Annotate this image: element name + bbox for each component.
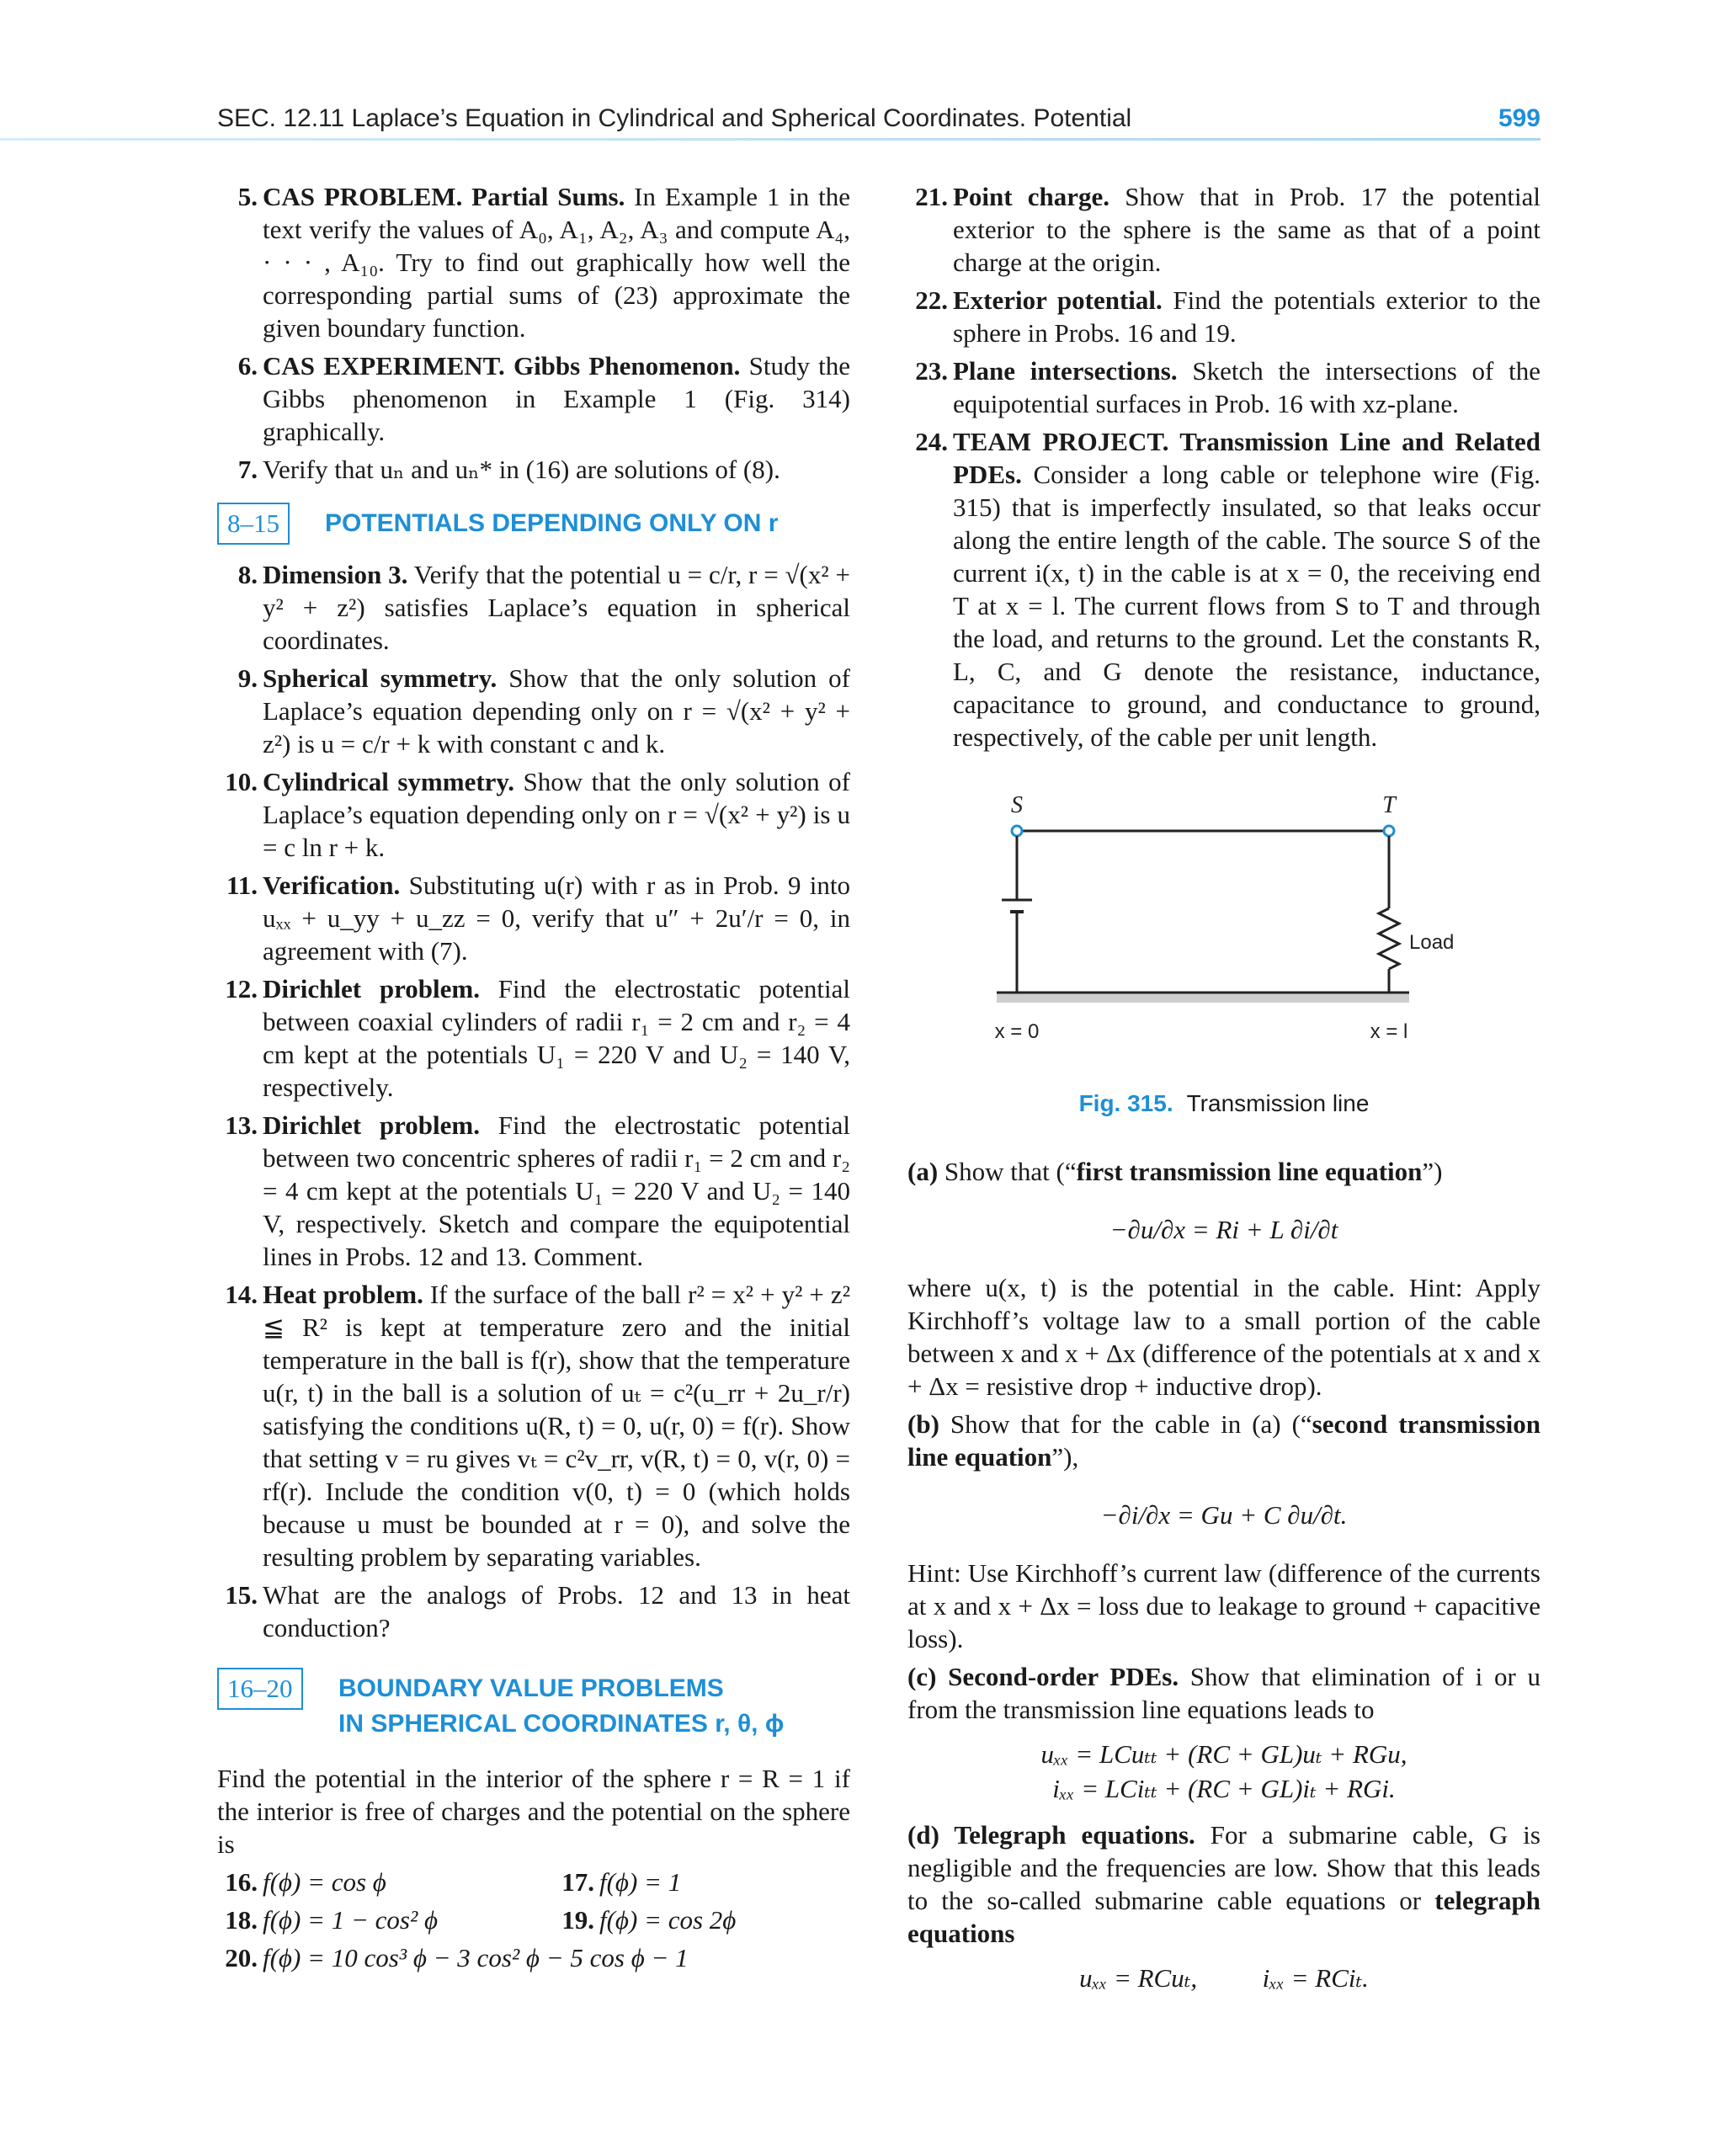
problem-number: 11.: [226, 870, 258, 900]
part-a-continued: where u(x, t) is the potential in the cable. Hint: Apply Kirchhoff’s voltage law to a small portion of the cable between x and x + Δx (difference of the potentials at x and x + Δx = resistive drop + inductive drop).: [907, 1273, 1540, 1401]
part-text: Show that (“: [938, 1157, 1077, 1186]
label-s: S: [1011, 792, 1023, 818]
problem-number: 12.: [225, 974, 258, 1003]
section-range-box: 8–15: [217, 503, 290, 545]
problem-text: If the surface of the ball r² = x² + y² + z² ≦ R² is kept at temperature zero and the initial temperature in the ball is f(r), show that the temperature u(r, t) in the ball is a solution of uₜ = c²(u_rr + 2u_r/r) satisfying the conditions u(R, t) = 0, u(r, 0) = f(r). Show that setting v = ru gives vₜ = c²v_rr, v(R, t) = 0, v(r, 0) = rf(r). Include the condition v(0, t) = 0 (which holds because u must be bounded at r = 0), and solve the resulting problem by separating variables.: [263, 1280, 850, 1572]
problem-19: [554, 1903, 850, 1936]
part-text: Show that for the cable in (a) (“: [939, 1409, 1312, 1439]
equation-1: −∂u/∂x = Ri + L ∂i/∂t: [1109, 1215, 1338, 1244]
problem-text: What are the analogs of Probs. 12 and 13 in heat conduction?: [263, 1580, 850, 1642]
problem-number: 5.: [237, 182, 258, 211]
problem-text: f(ϕ) = 1: [599, 1867, 682, 1897]
problem-13: [217, 1109, 850, 1273]
problem-text: Substituting u(r) with r as in Prob. 9 into uₓₓ + u_yy + u_zz = 0, verify that u″ + 2u′/r = 0, in agreement with (7).: [263, 870, 850, 966]
section-title: SEC. 12.11 Laplace’s Equation in Cylindrical and Spherical Coordinates. Potential: [217, 104, 1132, 132]
problem-5: [217, 180, 850, 344]
problem-number: 14.: [225, 1280, 258, 1309]
problem-text: Show that the only solution of Laplace’s equation depending only on r = √(x² + y²) is u = c ln r + k.: [263, 767, 850, 862]
figure-label: Fig. 315.: [1078, 1090, 1173, 1116]
section-title: POTENTIALS DEPENDING ONLY ON r: [325, 509, 779, 537]
problem-number: 15.: [225, 1580, 258, 1610]
problem-lead: CAS EXPERIMENT. Gibbs Phenomenon.: [263, 351, 741, 381]
problem-text: Verify that the potential u = c/r, r = √(x² + y² + z²) satisfies Laplace’s equation in spherical coordinates.: [263, 560, 850, 655]
problem-11: [217, 869, 850, 967]
short-problems-grid: [217, 1866, 850, 1941]
problem-12: [217, 972, 850, 1104]
problem-number: 19.: [561, 1905, 594, 1935]
problem-10: [217, 765, 850, 864]
problem-number: 23.: [915, 356, 948, 386]
problem-number: 24.: [915, 427, 948, 456]
page-number: 599: [1498, 104, 1540, 132]
label-x0: x = 0: [994, 1020, 1040, 1043]
part-b-continued: Hint: Use Kirchhoff’s current law (difference of the currents at x and x + Δx = loss due to leakage to ground + capacitive loss).: [907, 1558, 1540, 1653]
figure-caption: [907, 1087, 1540, 1120]
problem-lead: Exterior potential.: [953, 285, 1163, 315]
problem-lead: Dirichlet problem.: [263, 974, 480, 1003]
problem-lead: Cylindrical symmetry.: [263, 767, 514, 796]
problem-lead: CAS PROBLEM. Partial Sums.: [263, 182, 625, 211]
section-range-box: 16–20: [217, 1668, 303, 1710]
part-bold: first transmission line equation: [1076, 1157, 1423, 1186]
problem-22: [907, 284, 1540, 349]
problem-6: [217, 349, 850, 448]
problem-lead: Spherical symmetry.: [263, 663, 498, 693]
problem-20: [217, 1941, 850, 1974]
transmission-line-diagram: [907, 769, 1540, 1080]
part-a: [907, 1155, 1540, 1188]
equation-2: −∂i/∂x = Gu + C ∂u/∂t.: [1100, 1500, 1348, 1530]
problem-9: [217, 662, 850, 760]
part-d: [907, 1818, 1540, 1950]
problem-18: [217, 1903, 554, 1936]
section-heading-8-15: [217, 503, 850, 548]
problem-number: 8.: [237, 560, 258, 589]
problem-lead: TEAM PROJECT. Transmission Line and Related PDEs.: [953, 427, 1540, 489]
problem-number: 17.: [561, 1867, 594, 1897]
problem-number: 9.: [237, 663, 258, 693]
right-column: [907, 180, 1540, 2006]
problem-text: f(ϕ) = cos ϕ: [263, 1867, 386, 1897]
problem-number: 22.: [915, 285, 948, 315]
problem-lead: Dimension 3.: [263, 560, 408, 589]
problem-number: 21.: [915, 182, 948, 211]
part-bold: telegraph equations: [907, 1886, 1540, 1948]
section-title: [338, 1671, 784, 1742]
problem-number: 18.: [225, 1905, 258, 1935]
problem-text: Show that in Prob. 17 the potential exterior to the sphere is the same as that of a point charge at the origin.: [953, 182, 1540, 277]
problem-15: [217, 1578, 850, 1644]
problem-number: 13.: [225, 1110, 258, 1140]
problem-text: Find the electrostatic potential between coaxial cylinders of radii r₁ = 2 cm and r₂ = 4 cm kept at the potentials U₁ = 220 V and U₂ = 140 V, respectively.: [263, 974, 850, 1102]
part-lead: (d) Telegraph equations.: [907, 1820, 1195, 1850]
part-lead: (b): [907, 1409, 939, 1439]
part-c: [907, 1660, 1540, 1726]
problem-lead: Plane intersections.: [953, 356, 1178, 386]
problem-lead: Point charge.: [953, 182, 1110, 211]
problem-number: 10.: [225, 767, 258, 796]
problem-24: [907, 425, 1540, 753]
equation-3: uₓₓ = LCuₜₜ + (RC + GL)uₜ + RGu,: [1040, 1739, 1407, 1769]
problem-lead: Dirichlet problem.: [263, 1110, 480, 1140]
equation-5: uₓₓ = RCuₜ, iₓₓ = RCiₜ.: [1079, 1963, 1369, 1993]
section-title-line-1: BOUNDARY VALUE PROBLEMS: [338, 1674, 724, 1702]
problem-number: 6.: [237, 351, 258, 381]
part-bold: second transmission line equation: [907, 1409, 1540, 1472]
figure-caption-text: Transmission line: [1186, 1090, 1370, 1116]
label-load: Load: [1409, 931, 1455, 954]
section-title-line-2: IN SPHERICAL COORDINATES r, θ, ϕ: [338, 1710, 785, 1738]
problem-7: [217, 453, 850, 486]
label-xl: x = l: [1370, 1020, 1408, 1043]
problem-lead: Heat problem.: [263, 1280, 423, 1309]
problem-8: [217, 558, 850, 657]
transmission-line-figure: [907, 769, 1540, 1080]
source-terminal: [1012, 826, 1022, 836]
running-header: [217, 104, 1540, 140]
problem-number: 20.: [225, 1943, 258, 1972]
problem-text: f(ϕ) = cos 2ϕ: [599, 1905, 737, 1935]
load-resistor: [1379, 908, 1399, 969]
header-rule: [0, 138, 1540, 141]
left-column: [217, 180, 850, 1979]
label-t: T: [1382, 792, 1396, 818]
part-text-end: ”),: [1051, 1442, 1079, 1472]
problem-text: Consider a long cable or telephone wire (Fig. 315) that is imperfectly insulated, so that leaks occur along the entire length of the cable. The source S of the current i(x, t) in the cable is at x = 0, the receiving end T at x = l. The current flows from S to T and through the load, and returns to the ground. Let the constants R, L, C, and G denote the resistance, inductance, capacitance to ground, and conductance to ground, respectively, of the cable per unit length.: [953, 460, 1540, 752]
part-text-end: ”): [1422, 1157, 1443, 1186]
part-text: For a submarine cable, G is negligible and the frequencies are low. Show that this leads to the so-called submarine cable equations or: [907, 1820, 1540, 1915]
problem-21: [907, 180, 1540, 279]
receiving-terminal: [1384, 826, 1394, 836]
problem-text: Sketch the intersections of the equipotential surfaces in Prob. 16 with xz-plane.: [953, 356, 1540, 418]
part-text: Show that elimination of i or u from the transmission line equations leads to: [907, 1662, 1540, 1724]
problem-lead: Verification.: [263, 870, 401, 900]
problem-text: Verify that uₙ and uₙ* in (16) are solutions of (8).: [263, 455, 780, 484]
part-lead: (c) Second-order PDEs.: [907, 1662, 1179, 1691]
equation-4: iₓₓ = LCiₜₜ + (RC + GL)iₜ + RGi.: [1052, 1774, 1396, 1803]
problem-17: [554, 1866, 850, 1898]
problem-text: f(ϕ) = 10 cos³ ϕ − 3 cos² ϕ − 5 cos ϕ − 1: [263, 1943, 689, 1972]
problem-number: 16.: [225, 1867, 258, 1897]
problem-23: [907, 354, 1540, 420]
problem-text: Find the electrostatic potential between two concentric spheres of radii r₁ = 2 cm and r₂ = 4 cm kept at the potentials U₁ = 220 V and U₂ = 140 V, respectively. Sketch and compare the equipotential lines in Probs. 12 and 13. Comment.: [263, 1110, 850, 1271]
problem-text: Study the Gibbs phenomenon in Example 1 (Fig. 314) graphically.: [263, 351, 850, 446]
part-b: [907, 1408, 1540, 1473]
problem-text: Find the potentials exterior to the sphere in Probs. 16 and 19.: [953, 285, 1540, 348]
part-lead: (a): [907, 1157, 939, 1186]
problem-16: [217, 1866, 554, 1898]
problem-14: [217, 1278, 850, 1573]
problem-text: Show that the only solution of Laplace’s equation depending only on r = √(x² + y² + z²) is u = c/r + k with constant c and k.: [263, 663, 850, 759]
ground-bar: [997, 993, 1409, 1003]
problem-number: 7.: [237, 455, 258, 484]
problem-text: In Example 1 in the text verify the values of A₀, A₁, A₂, A₃ and compute A₄, · · · , A₁₀. Try to find out graphically how well the corresponding partial sums of (23) approximate the given boundary function.: [263, 182, 850, 343]
problem-text: f(ϕ) = 1 − cos² ϕ: [263, 1905, 439, 1935]
section-intro: Find the potential in the interior of the sphere r = R = 1 if the interior is free of charges and the potential on the sphere is: [217, 1764, 850, 1859]
section-heading-16-20: [217, 1668, 850, 1752]
